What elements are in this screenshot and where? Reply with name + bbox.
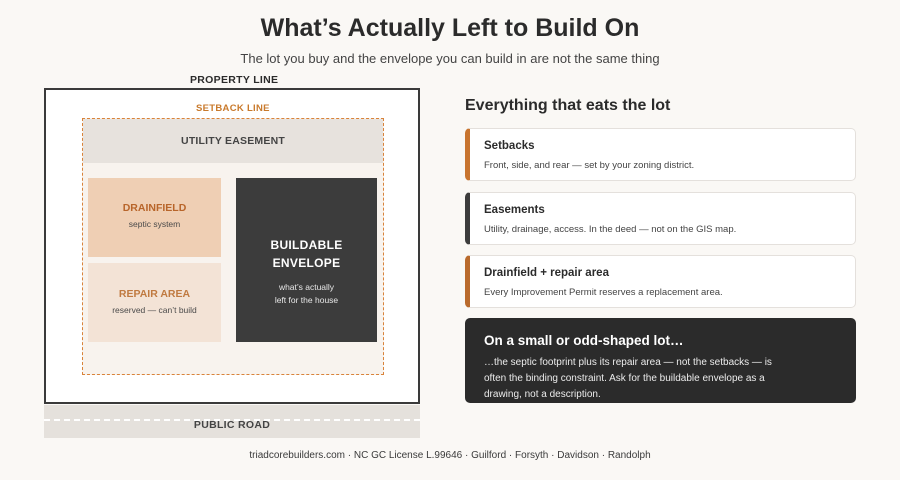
buildable-subtitle-line-1: what’s actually — [278, 282, 335, 292]
buildable-subtitle-line-2: left for the house — [274, 295, 339, 305]
drainfield-block — [88, 178, 221, 257]
card-title: Setbacks — [484, 140, 535, 152]
page-title: What’s Actually Left to Build On — [260, 14, 640, 42]
buildable-title-line-1: BUILDABLE — [270, 238, 343, 252]
property-line-label: PROPERTY LINE — [190, 74, 279, 86]
card-text: Every Improvement Permit reserves a replacement area. — [484, 287, 723, 298]
public-road-label: PUBLIC ROAD — [193, 419, 271, 431]
repair-area-subtitle: reserved — can’t build — [112, 305, 197, 315]
card-drainfield-repair — [465, 255, 856, 308]
callout-box — [465, 318, 856, 403]
callout-text: …the septic footprint plus its repair area — not the setbacks — is often the binding constraint. Ask for the buildable envelope as a drawing, not a description. — [484, 357, 772, 400]
card-setbacks — [465, 128, 856, 181]
card-easements — [465, 192, 856, 245]
side-heading: Everything that eats the lot — [465, 97, 671, 114]
setback-line-label: SETBACK LINE — [196, 103, 270, 114]
buildable-envelope-subtitle — [236, 281, 377, 307]
buildable-title-line-2: ENVELOPE — [272, 256, 341, 270]
card-text: Utility, drainage, access. In the deed — not on the GIS map. — [484, 224, 737, 235]
callout-title: On a small or odd-shaped lot… — [484, 333, 684, 348]
page-subtitle: The lot you buy and the envelope you can build in are not the same thing — [240, 51, 660, 66]
drainfield-title: DRAINFIELD — [122, 202, 187, 214]
card-title: Drainfield + repair area — [484, 267, 609, 279]
card-text: Front, side, and rear — set by your zoning district. — [484, 160, 695, 171]
repair-area-title: REPAIR AREA — [118, 288, 191, 300]
card-title: Easements — [484, 204, 545, 216]
utility-easement: UTILITY EASEMENT — [83, 119, 383, 163]
footer-text: triadcorebuilders.com · NC GC License L.99646 · Guilford · Forsyth · Davidson · Randolph — [249, 450, 651, 461]
buildable-envelope-title — [236, 236, 377, 272]
buildable-envelope-block — [236, 178, 377, 342]
drainfield-subtitle: septic system — [128, 219, 181, 229]
repair-area-block — [88, 263, 221, 342]
